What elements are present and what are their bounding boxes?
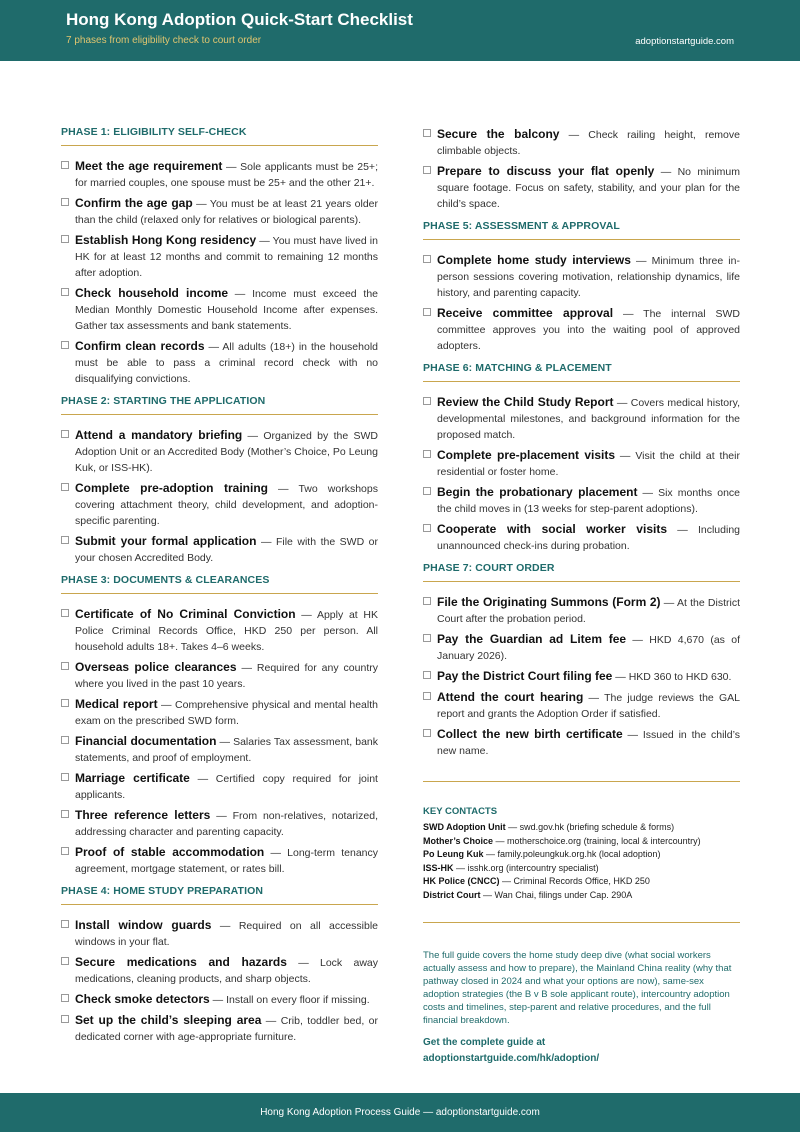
promo-cta[interactable]	[423, 1035, 740, 1067]
checklist-item	[423, 163, 740, 212]
item-description: Check railing height, remove climbable objects.	[437, 129, 740, 157]
contact-detail[interactable]: — Criminal Records Office, HKD 250	[502, 876, 650, 886]
checkbox[interactable]	[61, 1015, 69, 1023]
item-description: You must be at least 21 years older than the child (relaxed only for relatives or biological parents).	[75, 198, 378, 226]
promo-cta-line1: Get the complete guide at	[423, 1037, 546, 1048]
item-heading: Certificate of No Criminal Conviction	[75, 607, 296, 621]
item-separator: —	[216, 736, 234, 748]
item-heading: Proof of stable accommodation	[75, 845, 265, 859]
checkbox[interactable]	[61, 288, 69, 296]
item-separator: —	[157, 699, 176, 711]
checklist-item	[61, 770, 378, 803]
checklist-item	[423, 668, 740, 685]
checkbox[interactable]	[61, 920, 69, 928]
item-description: You must have lived in HK for at least 12 months and commit to remaining 12 months after adoption.	[75, 235, 378, 279]
checklist-item	[423, 126, 740, 159]
contact-detail[interactable]: — motherschoice.org (training, local & intercountry)	[495, 835, 701, 846]
checklist-item	[61, 338, 378, 387]
contact-detail[interactable]: — isshk.org (intercountry specialist)	[456, 862, 599, 873]
item-description: Long-term tenancy agreement, mortgage statement, or rates bill.	[75, 847, 378, 875]
item-description: HKD 4,670 (as of January 2026).	[437, 634, 740, 662]
contact-detail[interactable]: — family.poleungkuk.org.hk (local adoption)	[486, 849, 661, 859]
checklist-item	[423, 726, 740, 759]
checkbox[interactable]	[61, 430, 69, 438]
divider	[423, 922, 740, 923]
header-site-link[interactable]: adoptionstartguide.com	[635, 36, 734, 47]
checkbox[interactable]	[423, 597, 431, 605]
item-separator: —	[559, 129, 589, 141]
checklist	[423, 394, 740, 554]
item-description: Organized by the SWD Adoption Unit or an Accredited Body (Mother’s Choice, Po Leung Kuk, or ISS-HK).	[75, 430, 378, 474]
checklist-item	[423, 447, 740, 480]
item-separator: —	[622, 729, 643, 741]
item-separator: —	[613, 308, 644, 320]
item-separator: —	[211, 920, 239, 932]
phase-section	[61, 126, 378, 387]
item-separator: —	[261, 1015, 281, 1027]
item-description: Required on all accessible windows in your flat.	[75, 920, 378, 948]
checklist-item	[61, 232, 378, 281]
item-separator: —	[228, 288, 253, 300]
contact-row	[423, 889, 740, 903]
item-separator: —	[209, 994, 227, 1006]
item-description: Certified copy required for joint applicants.	[75, 773, 378, 801]
item-description: All adults (18+) in the household must be able to pass a criminal record check with no disqualifying convictions.	[75, 341, 379, 385]
checkbox[interactable]	[423, 308, 431, 316]
item-separator: —	[612, 671, 629, 683]
contact-name: ISS-HK	[423, 862, 454, 873]
phase-section	[423, 562, 740, 759]
checkbox[interactable]	[61, 198, 69, 206]
checklist-item	[61, 158, 378, 191]
contact-row	[423, 875, 740, 889]
checklist-item	[61, 917, 378, 950]
item-description: At the District Court after the probation period.	[437, 597, 740, 625]
checklist-item	[61, 954, 378, 987]
checklist-item	[61, 733, 378, 766]
item-heading: File the Originating Summons (Form 2)	[437, 595, 661, 609]
checkbox[interactable]	[423, 255, 431, 263]
contact-name: Po Leung Kuk	[423, 849, 484, 859]
item-separator: —	[256, 536, 276, 548]
item-heading: Secure the balcony	[437, 127, 560, 141]
item-heading: Complete pre-placement visits	[437, 448, 616, 462]
checkbox[interactable]	[61, 609, 69, 617]
item-separator: —	[654, 166, 678, 178]
checkbox[interactable]	[423, 692, 431, 700]
checklist-item	[423, 631, 740, 664]
item-heading: Pay the Guardian ad Litem fee	[437, 632, 627, 646]
checkbox[interactable]	[423, 634, 431, 642]
phase-title: PHASE 5: ASSESSMENT & APPROVAL	[423, 220, 740, 240]
item-heading: Secure medications and hazards	[75, 955, 287, 969]
checklist	[423, 594, 740, 759]
promo-text: The full guide covers the home study deep dive (what social workers actually assess and how to prepare), the Mainland China reality (why that pathway closed in 2024 and what your options are now), same-sex adoption strategies (the B v B sole applicant route), intercountry adoption costs and timelines, step-parent and relative procedures, and the full financial breakdown.	[423, 950, 732, 1026]
checkbox[interactable]	[423, 450, 431, 458]
contact-name: District Court	[423, 889, 481, 900]
checkbox[interactable]	[61, 536, 69, 544]
item-description: Crib, toddler bed, or dedicated corner with age-appropriate furniture.	[75, 1015, 378, 1043]
right-phases	[423, 126, 740, 759]
contact-name: HK Police (CNCC)	[423, 876, 500, 886]
checkbox[interactable]	[61, 662, 69, 670]
checkbox[interactable]	[61, 773, 69, 781]
item-description: Covers medical history, developmental milestones, and background information for the proposed match.	[437, 397, 740, 441]
contact-list	[423, 821, 740, 902]
phase-section	[423, 220, 740, 354]
item-description: Visit the child at their residential or foster home.	[437, 450, 740, 478]
item-heading: Cooperate with social worker visits	[437, 522, 667, 536]
item-heading: Confirm clean records	[75, 339, 205, 353]
checkbox[interactable]	[61, 810, 69, 818]
checklist-item	[423, 252, 740, 301]
phase-title: PHASE 2: STARTING THE APPLICATION	[61, 395, 378, 415]
item-description: From non-relatives, notarized, addressing character and parenting capacity.	[75, 810, 378, 838]
item-separator: —	[613, 397, 631, 409]
phase-title: PHASE 4: HOME STUDY PREPARATION	[61, 885, 378, 905]
item-description: No minimum square footage. Focus on safety, stability, and your plan for the child’s space.	[437, 166, 740, 210]
item-separator: —	[267, 483, 299, 495]
phase-title: PHASE 3: DOCUMENTS & CLEARANCES	[61, 574, 378, 594]
checkbox[interactable]	[61, 699, 69, 707]
checklist-item	[423, 305, 740, 354]
footer-text: Hong Kong Adoption Process Guide — adoptionstartguide.com	[260, 1107, 540, 1118]
checklist-item	[423, 484, 740, 517]
item-separator: —	[222, 161, 241, 173]
checkbox[interactable]	[61, 957, 69, 965]
item-heading: Confirm the age gap	[75, 196, 193, 210]
checkbox[interactable]	[61, 235, 69, 243]
checkbox[interactable]	[61, 736, 69, 744]
item-description: Minimum three in-person sessions covering motivation, relationship dynamics, life history, and parenting capacity.	[437, 255, 740, 299]
phase-title: PHASE 6: MATCHING & PLACEMENT	[423, 362, 740, 382]
checklist-item	[61, 606, 378, 655]
item-heading: Check smoke detectors	[75, 992, 210, 1006]
item-description: HKD 360 to HKD 630.	[628, 671, 732, 683]
contact-row	[423, 862, 740, 876]
checklist	[61, 158, 378, 387]
key-contacts-title: KEY CONTACTS	[423, 806, 498, 817]
checkbox[interactable]	[423, 524, 431, 532]
checklist	[423, 252, 740, 354]
checklist-item	[61, 659, 378, 692]
item-heading: Complete home study interviews	[437, 253, 631, 267]
item-heading: Prepare to discuss your flat openly	[437, 164, 655, 178]
item-heading: Medical report	[75, 697, 158, 711]
phase-section	[61, 885, 378, 1045]
contact-row	[423, 835, 740, 849]
phase-section	[61, 395, 378, 566]
phase-section-continued	[423, 126, 740, 212]
item-separator: —	[236, 662, 257, 674]
checklist-item	[61, 427, 378, 476]
item-heading: Receive committee approval	[437, 306, 614, 320]
item-description: Six months once the child moves in (13 weeks for step-parent adoptions).	[437, 487, 740, 515]
checklist	[61, 917, 378, 1045]
item-description: File with the SWD or your chosen Accredited Body.	[75, 536, 378, 564]
checklist-item	[423, 521, 740, 554]
item-heading: Overseas police clearances	[75, 660, 237, 674]
item-separator: —	[242, 430, 264, 442]
item-heading: Install window guards	[75, 918, 212, 932]
item-heading: Check household income	[75, 286, 229, 300]
phase-section	[61, 574, 378, 877]
item-heading: Collect the new birth certificate	[437, 727, 623, 741]
checklist-item	[61, 533, 378, 566]
item-heading: Meet the age requirement	[75, 159, 223, 173]
item-description: Two workshops covering attachment theory, child development, and adoption-specific parenting.	[75, 483, 378, 527]
checkbox[interactable]	[423, 129, 431, 137]
item-heading: Review the Child Study Report	[437, 395, 614, 409]
item-separator: —	[637, 487, 659, 499]
checklist-item	[423, 594, 740, 627]
item-separator: —	[286, 957, 320, 969]
item-description: Income must exceed the Median Monthly Domestic Household Income after expenses. Gather tax assessments and bank statements.	[75, 288, 378, 332]
item-heading: Attend the court hearing	[437, 690, 584, 704]
item-description: Required for any country where you lived in the past 10 years.	[75, 662, 378, 690]
item-heading: Financial documentation	[75, 734, 217, 748]
item-separator: —	[667, 524, 698, 536]
item-description: Apply at HK Police Criminal Records Office, HKD 250 per person. All household adults 18+. Takes 4–6 weeks.	[75, 609, 379, 653]
item-description: Sole applicants must be 25+; for married couples, one spouse must be 25+ and the other 21+.	[75, 161, 378, 189]
item-separator: —	[192, 198, 210, 210]
item-heading: Set up the child’s sleeping area	[75, 1013, 262, 1027]
phase-section	[423, 362, 740, 554]
item-heading: Pay the District Court filing fee	[437, 669, 613, 683]
item-heading: Complete pre-adoption training	[75, 481, 268, 495]
checkbox[interactable]	[423, 166, 431, 174]
checkbox[interactable]	[61, 847, 69, 855]
page-subtitle: 7 phases from eligibility check to court order	[66, 35, 262, 46]
item-description: Comprehensive physical and mental health exam on the prescribed SWD form.	[75, 699, 378, 727]
checkbox[interactable]	[423, 397, 431, 405]
item-separator: —	[615, 450, 636, 462]
right-column	[423, 126, 740, 1067]
checklist-item	[423, 394, 740, 443]
checklist-item	[61, 285, 378, 334]
item-heading: Attend a mandatory briefing	[75, 428, 243, 442]
checklist-item	[61, 844, 378, 877]
checklist-item	[61, 195, 378, 228]
item-description: The judge reviews the GAL report and grants the Adoption Order if satisfied.	[437, 692, 740, 720]
item-separator: —	[583, 692, 605, 704]
contact-detail[interactable]: — Wan Chai, filings under Cap. 290A	[483, 889, 633, 900]
item-heading: Marriage certificate	[75, 771, 190, 785]
item-description: Salaries Tax assessment, bank statements, and proof of employment.	[75, 736, 378, 764]
item-heading: Begin the probationary placement	[437, 485, 638, 499]
item-heading: Establish Hong Kong residency	[75, 233, 257, 247]
item-separator: —	[264, 847, 288, 859]
contact-name: Mother’s Choice	[423, 835, 494, 846]
checklist-item	[61, 1012, 378, 1045]
key-contacts	[423, 806, 740, 902]
checklist-continued	[423, 126, 740, 212]
item-separator: —	[210, 810, 233, 822]
promo-block	[423, 949, 740, 1067]
item-description: The internal SWD committee approves you into the waiting pool of approved adopters.	[437, 308, 740, 352]
phase-title: PHASE 1: ELIGIBILITY SELF-CHECK	[61, 126, 378, 146]
checklist-item	[61, 991, 378, 1008]
item-description: Issued in the child’s new name.	[437, 729, 740, 757]
item-description: Including unannounced check-ins during probation.	[437, 524, 740, 552]
item-heading: Submit your formal application	[75, 534, 257, 548]
checklist-item	[423, 689, 740, 722]
checkbox[interactable]	[61, 483, 69, 491]
checkbox[interactable]	[61, 341, 69, 349]
item-separator: —	[295, 609, 317, 621]
checklist-item	[61, 696, 378, 729]
item-heading: Three reference letters	[75, 808, 211, 822]
contact-row	[423, 848, 740, 862]
checkbox[interactable]	[423, 671, 431, 679]
left-column	[61, 126, 378, 1053]
page-header	[0, 0, 800, 61]
page-footer	[0, 1093, 800, 1132]
item-separator: —	[626, 634, 650, 646]
divider	[423, 781, 740, 782]
contact-row	[423, 821, 740, 835]
page-title: Hong Kong Adoption Quick-Start Checklist	[66, 10, 413, 29]
item-separator: —	[660, 597, 677, 609]
checklist-item	[61, 480, 378, 529]
checkbox[interactable]	[61, 994, 69, 1002]
item-separator: —	[630, 255, 652, 267]
checklist	[61, 606, 378, 877]
checkbox[interactable]	[423, 487, 431, 495]
item-description: Lock away medications, cleaning products, and sharp objects.	[75, 957, 378, 985]
promo-cta-link[interactable]: adoptionstartguide.com/hk/adoption/	[423, 1053, 600, 1064]
checkbox[interactable]	[423, 729, 431, 737]
phase-title: PHASE 7: COURT ORDER	[423, 562, 740, 582]
checklist	[61, 427, 378, 566]
item-separator: —	[189, 773, 216, 785]
item-description: Install on every floor if missing.	[226, 994, 370, 1006]
contact-detail[interactable]: — swd.gov.hk (briefing schedule & forms)	[508, 822, 675, 832]
item-separator: —	[256, 235, 273, 247]
checkbox[interactable]	[61, 161, 69, 169]
item-separator: —	[204, 341, 223, 353]
contact-name: SWD Adoption Unit	[423, 822, 506, 832]
checklist-item	[61, 807, 378, 840]
